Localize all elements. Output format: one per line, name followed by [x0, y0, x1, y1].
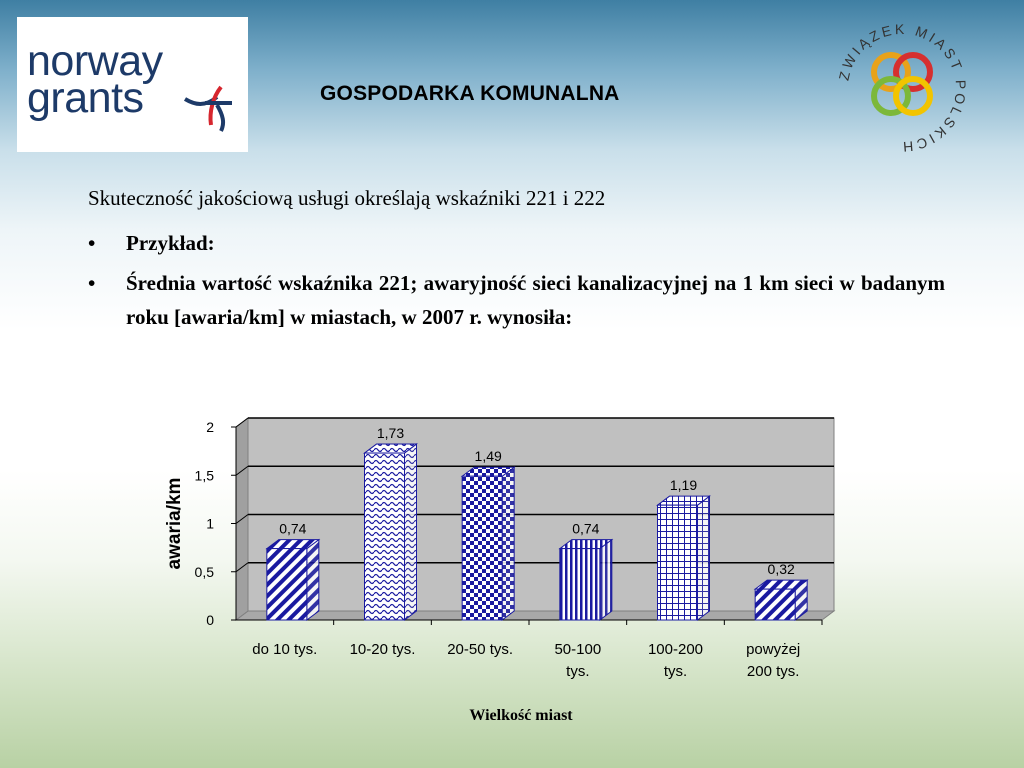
bar — [365, 453, 405, 620]
bar — [267, 549, 307, 620]
slide-title: GOSPODARKA KOMUNALNA — [320, 82, 620, 105]
x-tick-label: powyżej — [746, 641, 801, 658]
y-tick-label: 1,5 — [194, 467, 214, 484]
data-label: 1,49 — [474, 448, 502, 465]
seal-text: ZWIĄZEK MIAST POLSKICH — [836, 22, 968, 154]
norway-grants-logo-graphic — [17, 17, 248, 152]
x-tick-label: tys. — [566, 663, 590, 680]
data-label: 1,19 — [669, 477, 698, 494]
bullet-indicator-text: Średnia wartość wskaźnika 221; awaryjność sieci kanalizacyjnej na 1 km sieci w badanym roku [awaria/km] w miastach, w 2007 r. wynosiła: — [126, 271, 945, 329]
zmp-seal-logo — [836, 22, 968, 154]
y-tick-label: 0,5 — [194, 563, 214, 580]
x-tick-label: 20-50 tys. — [447, 641, 514, 658]
data-label: 1,73 — [376, 425, 405, 442]
seal-rings-icon — [874, 55, 930, 113]
y-tick-label: 0 — [206, 612, 214, 628]
x-tick-label: 100-200 — [647, 641, 704, 658]
logo-line1: norway — [27, 37, 163, 85]
bar — [755, 589, 795, 620]
bar-side — [502, 467, 514, 620]
bullet-dot: • — [88, 231, 96, 255]
chart-axes — [231, 418, 834, 625]
x-tick-label: 200 tys. — [746, 663, 800, 680]
intro-text: Skuteczność jakościową usługi określają wskaźniki 221 i 222 — [88, 186, 606, 210]
logo-line2: grants — [27, 74, 144, 122]
bar-side — [307, 540, 319, 620]
bullet-dot: • — [88, 271, 96, 295]
bullet-example — [88, 227, 945, 261]
seal-graphic — [836, 22, 968, 154]
bar — [462, 476, 502, 620]
bar — [658, 505, 698, 620]
x-tick-label: 10-20 tys. — [349, 641, 416, 658]
x-tick-label: do 10 tys. — [252, 641, 318, 658]
data-label: 0,74 — [572, 520, 600, 537]
data-label: 0,32 — [767, 561, 795, 578]
x-tick-label: 50-100 — [554, 641, 602, 658]
bar-chart — [150, 405, 850, 730]
y-tick-label: 2 — [206, 419, 214, 435]
plot-floor — [236, 611, 834, 620]
bullet-example-text: Przykład: — [126, 231, 215, 255]
bar-side — [405, 444, 417, 620]
y-tick-label: 1 — [206, 515, 214, 532]
bar-side — [698, 496, 710, 620]
bullet-indicator — [88, 267, 945, 334]
logo-emblem-icon — [185, 87, 232, 131]
bar — [560, 549, 600, 620]
bar-side — [600, 540, 612, 620]
y-axis-title: awaria/km — [164, 477, 185, 570]
x-axis-title: Wielkość miast — [469, 707, 573, 724]
norway-grants-logo — [17, 17, 248, 152]
x-tick-label: tys. — [663, 663, 688, 680]
data-label: 0,74 — [279, 520, 307, 537]
